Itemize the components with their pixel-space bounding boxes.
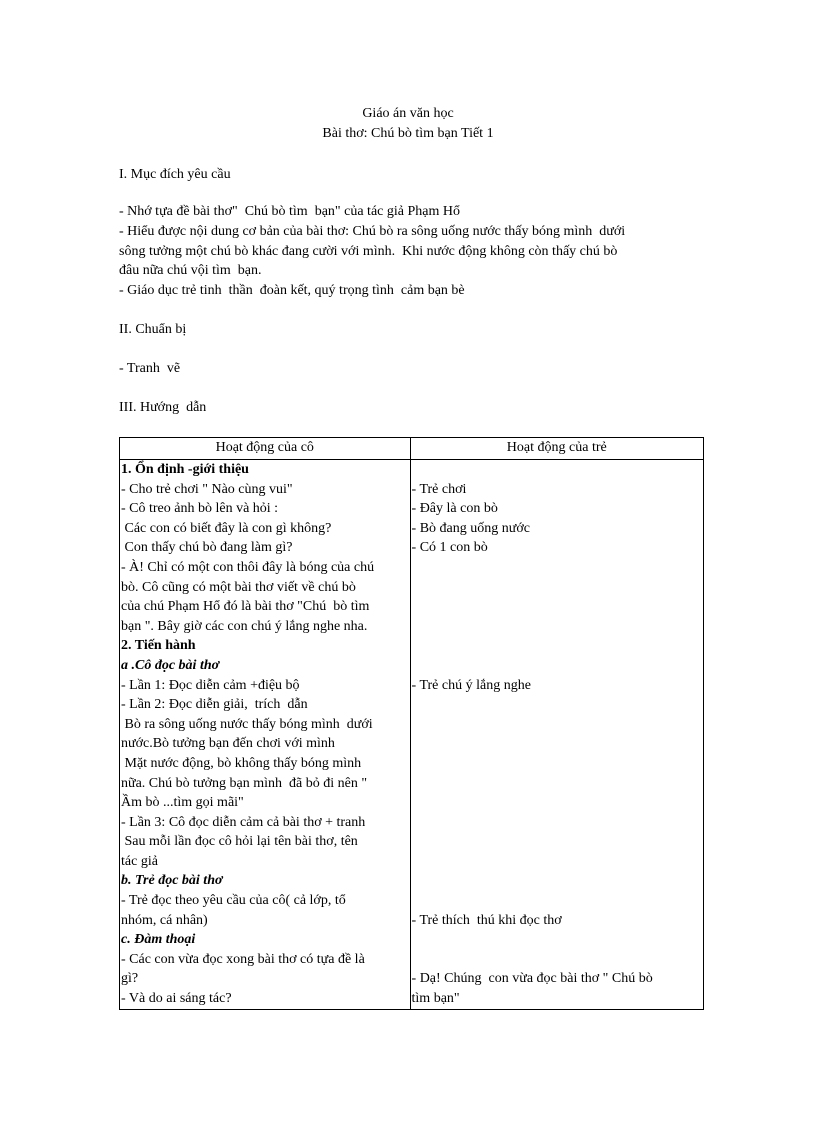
activity-table [119, 437, 704, 1010]
child-activity-line [412, 852, 702, 872]
activity-section-heading: a .Cô đọc bài thơ [121, 657, 220, 673]
child-activity-line [412, 578, 702, 598]
child-activity-line [412, 734, 702, 754]
teacher-activity-line: - Cô treo ảnh bò lên và hỏi : [121, 501, 279, 517]
child-activity-line [412, 597, 702, 617]
child-activity-line: - Trẻ thích thú khi đọc thơ [411, 912, 562, 928]
activity-section-heading: 1. Ổn định -giới thiệu [121, 462, 249, 477]
child-activity-line [412, 617, 702, 637]
teacher-activity-line: - Cho trẻ chơi " Nào cùng vui" [121, 481, 293, 497]
child-activity-header: Hoạt động của trẻ [410, 438, 703, 460]
objective-item: - Giáo dục trẻ tinh thần đoàn kết, quý trọng tình cảm bạn bè [119, 283, 465, 298]
teacher-activity-line: - Lần 3: Cô đọc diễn cảm cả bài thơ + tranh [121, 814, 366, 830]
document-title: Giáo án văn học [362, 106, 454, 121]
teacher-activity-header: Hoạt động của cô [120, 438, 411, 460]
child-activity-line [412, 695, 702, 715]
teacher-activity-line: - Trẻ đọc theo yêu cầu của cô( cả lớp, tổ [121, 893, 346, 909]
teacher-activity-line: của chú Phạm Hổ đó là bài thơ "Chú bò tìm [121, 599, 370, 615]
teacher-activity-line: Mặt nước động, bò không thấy bóng mình [121, 755, 362, 771]
objective-item: đâu nữa chú vội tìm bạn. [119, 263, 262, 278]
activity-section-heading: 2. Tiến hành [121, 638, 196, 654]
section-heading-guidance: III. Hướng dẫn [119, 400, 207, 415]
child-activity-line: tìm bạn" [411, 991, 460, 1007]
child-activity-line: - Trẻ chú ý lắng nghe [411, 677, 531, 693]
teacher-activity-line: Con thấy chú bò đang làm gì? [121, 540, 293, 556]
teacher-activity-line: Sau mỗi lần đọc cô hỏi lại tên bài thơ, tên [121, 834, 358, 850]
teacher-activity-line: nhóm, cá nhân) [121, 912, 208, 928]
teacher-activity-line: - Lần 2: Đọc diễn giải, trích dẫn [121, 697, 308, 713]
teacher-activity-line: - Lần 1: Đọc diễn cảm +điệu bộ [121, 677, 300, 693]
table-row [120, 460, 704, 1010]
teacher-activity-line: nước.Bò tưởng bạn đến chơi với mình [121, 736, 335, 752]
objective-item: sông tưởng một chú bò khác đang cười với mình. Khi nước động không còn thấy chú bò [119, 244, 618, 259]
child-activity-line [412, 930, 702, 950]
activity-section-heading: c. Đàm thoại [121, 932, 196, 948]
child-activity-line [412, 832, 702, 852]
preparation-item: - Tranh vẽ [119, 361, 181, 376]
child-activity-line [412, 871, 702, 891]
child-activity-line: - Dạ! Chúng con vừa đọc bài thơ " Chú bò [411, 971, 653, 987]
teacher-activity-line: Bò ra sông uống nước thấy bóng mình dưới [121, 716, 373, 732]
child-activity-line [412, 754, 702, 774]
lesson-title: Bài thơ: Chú bò tìm bạn Tiết 1 [322, 126, 494, 141]
teacher-activity-line: - À! Chỉ có một con thôi đây là bóng của chú [121, 559, 375, 575]
teacher-activity-line: - Các con vừa đọc xong bài thơ có tựa đề là [121, 951, 365, 967]
section-heading-preparation: II. Chuẩn bị [119, 322, 187, 337]
child-activity-line [412, 636, 702, 656]
teacher-activity-line: Ầm bò ...tìm gọi mãi" [121, 795, 244, 811]
teacher-activity-line: tác giả [121, 853, 158, 869]
child-activity-line [412, 950, 702, 970]
child-activity-line: - Có 1 con bò [411, 540, 488, 556]
teacher-activity-line: gì? [121, 971, 139, 987]
section-heading-objectives: I. Mục đích yêu cầu [119, 167, 231, 182]
teacher-activity-line: Các con có biết đây là con gì không? [121, 520, 332, 536]
activity-section-heading: b. Trẻ đọc bài thơ [121, 873, 223, 889]
child-activity-cell [410, 460, 703, 1010]
child-activity-line: - Đây là con bò [411, 501, 498, 517]
teacher-activity-cell [120, 460, 411, 1010]
child-activity-line: - Trẻ chơi [411, 481, 467, 497]
objective-item: - Hiểu được nội dung cơ bản của bài thơ: Chú bò ra sông uống nước thấy bóng mình dưới [119, 224, 626, 239]
child-activity-line: - Bò đang uống nước [411, 520, 530, 536]
child-activity-line [412, 774, 702, 794]
child-activity-line [412, 460, 702, 480]
objective-item: - Nhớ tựa đề bài thơ" Chú bò tìm bạn" của tác giả Phạm Hổ [119, 204, 460, 219]
child-activity-line [412, 656, 702, 676]
teacher-activity-line: bạn ". Bây giờ các con chú ý lắng nghe nha. [121, 618, 368, 634]
child-activity-line [412, 793, 702, 813]
child-activity-line [412, 558, 702, 578]
child-activity-line [412, 715, 702, 735]
table-header-row [120, 438, 704, 460]
child-activity-line [412, 891, 702, 911]
teacher-activity-line: nữa. Chú bò tưởng bạn mình đã bỏ đi nên " [121, 775, 368, 791]
teacher-activity-line: bò. Cô cũng có một bài thơ viết về chú bò [121, 579, 356, 595]
child-activity-line [412, 813, 702, 833]
teacher-activity-line: - Và do ai sáng tác? [121, 991, 232, 1007]
